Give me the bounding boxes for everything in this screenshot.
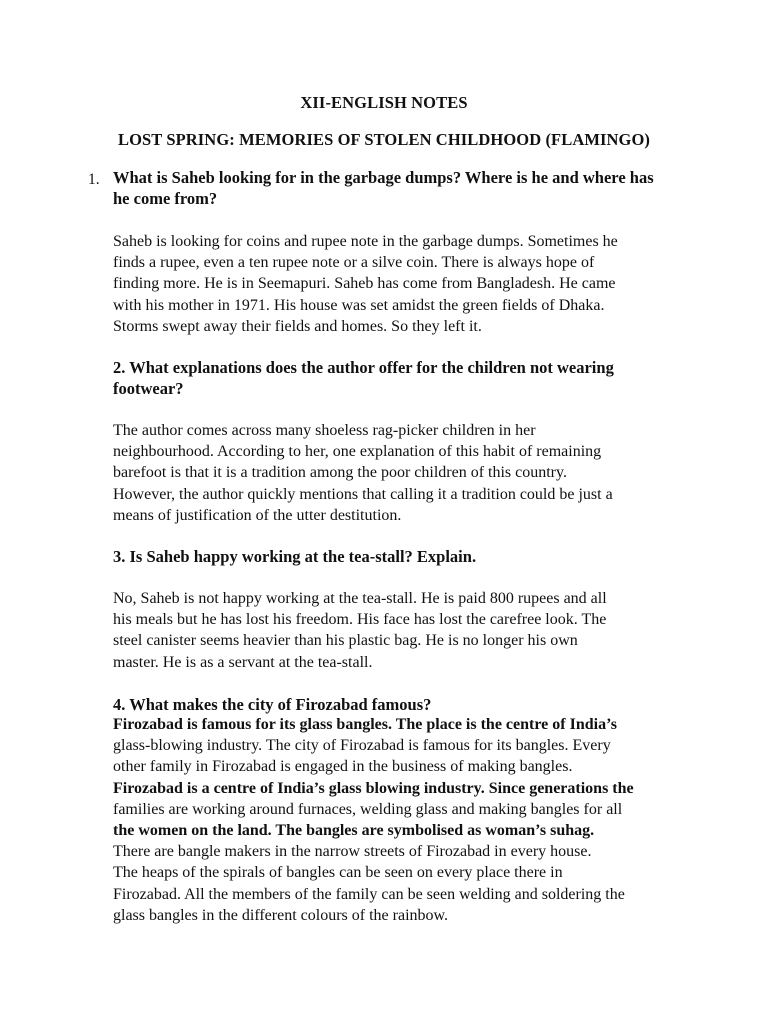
answer-line: Firozabad is famous for its glass bangles. The place is the centre of India’s	[113, 716, 618, 733]
answer-line: other family in Firozabad is engaged in the business of making bangles.	[113, 758, 573, 776]
answer-line: steel canister seems heavier than his plastic bag. He is no longer his own	[113, 632, 578, 650]
answer-line: The heaps of the spirals of bangles can be seen on every place there in	[113, 864, 563, 882]
answer-line: master. He is as a servant at the tea-stall.	[113, 653, 373, 671]
answer-line: Firozabad is a centre of India’s glass blowing industry. Since generations the	[113, 779, 634, 797]
question-1: What is Saheb looking for in the garbage dumps? Where is he and where has he come from?	[113, 168, 654, 208]
answer-line: Saheb is looking for coins and rupee note in the garbage dumps. Sometimes he	[113, 233, 618, 250]
answer-line: Storms swept away their fields and homes. So they left it.	[113, 317, 482, 335]
answer-line: families are working around furnaces, welding glass and making bangles for all	[113, 800, 623, 818]
answer-line: finding more. He is in Seemapuri. Saheb has come from Bangladesh. He came	[113, 275, 616, 293]
question-2: 2. What explanations does the author offer for the children not wearing footwear?	[113, 358, 614, 398]
answer-line: finds a rupee, even a ten rupee note or a silve coin. There is always hope of	[113, 254, 595, 272]
answer-line: with his mother in 1971. His house was set amidst the green fields of Dhaka.	[113, 296, 605, 314]
answer-1	[113, 231, 703, 337]
answer-line: Firozabad. All the members of the family can be seen welding and soldering the	[113, 885, 625, 903]
answer-4	[113, 714, 703, 926]
chapter-title: LOST SPRING: MEMORIES OF STOLEN CHILDHOOD (FLAMINGO)	[117, 130, 651, 149]
answer-line: The author comes across many shoeless rag-picker children in her	[113, 422, 536, 439]
answer-line: neighbourhood. According to her, one explanation of this habit of remaining	[113, 443, 602, 461]
answer-line: the women on the land. The bangles are symbolised as woman’s suhag.	[113, 822, 595, 840]
question-3: 3. Is Saheb happy working at the tea-stall? Explain.	[113, 547, 477, 566]
answer-line: barefoot is that it is a tradition among the poor children of this country.	[113, 464, 567, 482]
answer-line: means of justification of the utter destitution.	[113, 506, 402, 524]
answer-line: glass bangles in the different colours of the rainbow.	[113, 906, 449, 924]
answer-line: However, the author quickly mentions that calling it a tradition could be just a	[113, 485, 613, 503]
answer-3	[113, 588, 703, 673]
document-title: XII-ENGLISH NOTES	[300, 93, 468, 112]
question-4: 4. What makes the city of Firozabad famous?	[113, 695, 432, 714]
answer-line: No, Saheb is not happy working at the tea-stall. He is paid 800 rupees and all	[113, 590, 607, 607]
answer-line: glass-blowing industry. The city of Firozabad is famous for its bangles. Every	[113, 737, 611, 755]
answer-2	[113, 420, 703, 526]
answer-line: There are bangle makers in the narrow streets of Firozabad in every house.	[113, 843, 592, 861]
question-number: 1.	[88, 171, 100, 188]
answer-line: his meals but he has lost his freedom. His face has lost the carefree look. The	[113, 611, 607, 629]
